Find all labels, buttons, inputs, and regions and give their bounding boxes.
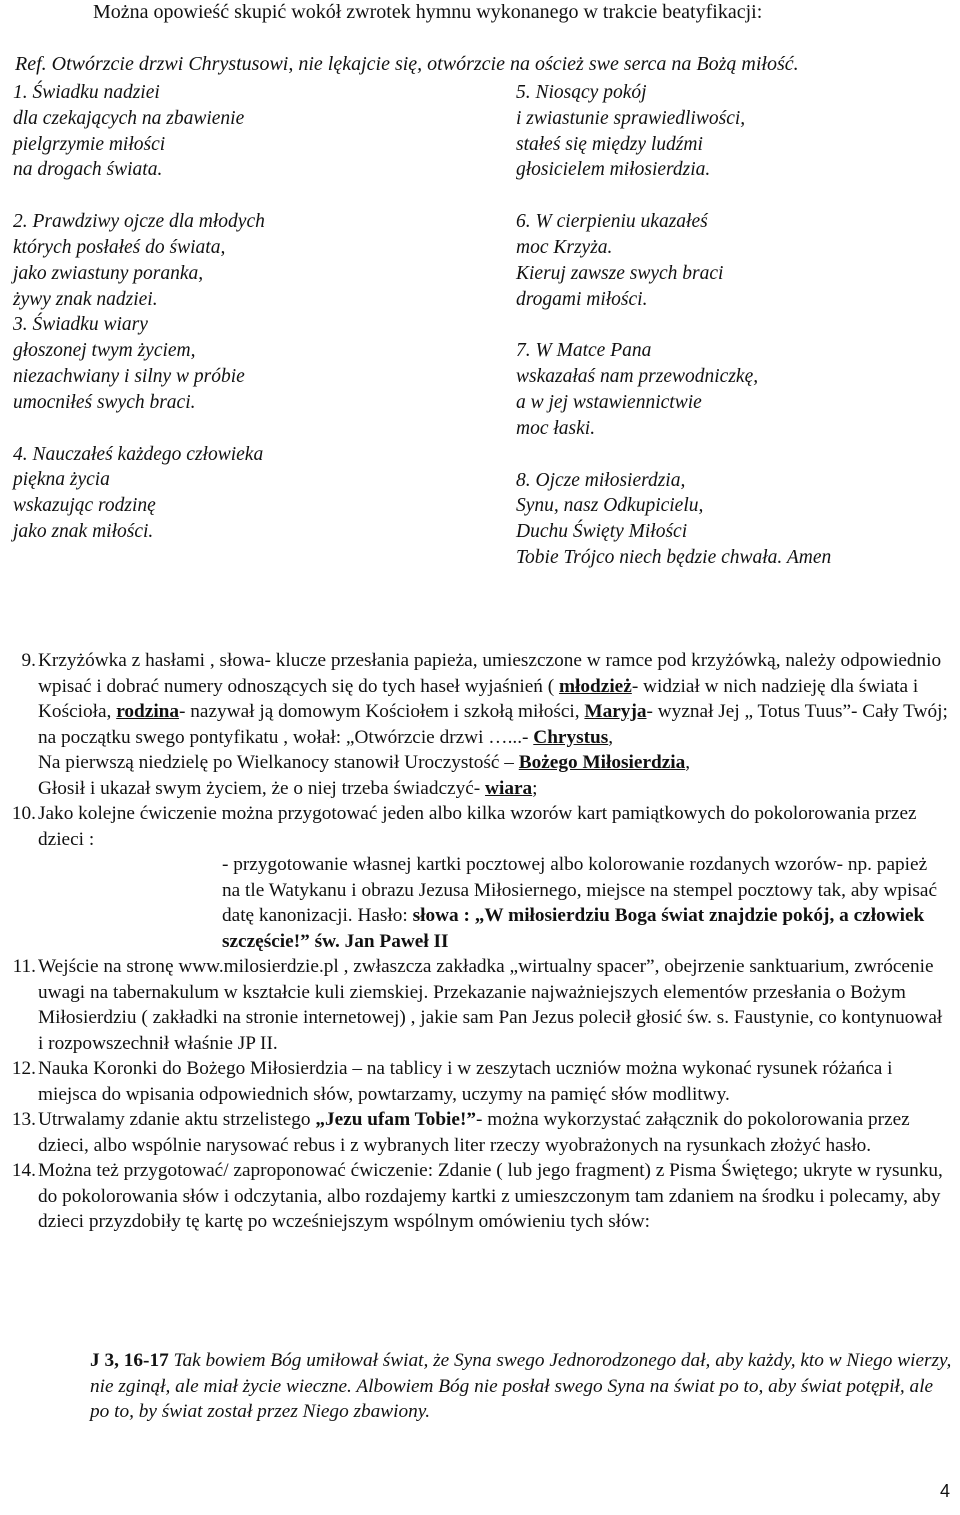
numbered-list	[11, 648, 948, 1235]
item-number: 9.	[21, 650, 36, 671]
hymn-stanza-3	[13, 312, 453, 415]
item-subtext: - przygotowanie własnej kartki pocztowej albo kolorowanie rozdanych wzorów- np. papież na tle Watykanu i obrazu Jezusa Miłosiernego, miejsce na stempel pocztowy tak, aby wpisać datę kanonizacji. Hasło: słowa : „W miłosierdziu Boga świat znajdzie pokój, a człowiek szczęście!” św. Jan Paweł II	[222, 854, 938, 952]
hymn-stanza-1	[13, 80, 453, 183]
stanza-line: których posłałeś do świata,	[13, 236, 226, 258]
list-item-12	[11, 1056, 948, 1107]
list-item-11	[14, 954, 948, 1056]
hymn-stanza-6	[516, 209, 946, 312]
stanza-line: 2. Prawdziwy ojcze dla młodych	[13, 211, 265, 233]
stanza-line: jako znak miłości.	[13, 520, 154, 542]
hymn-column-right	[516, 80, 946, 571]
keyword-mlodziez: młodzież	[558, 675, 632, 697]
page-number: 4	[940, 1481, 951, 1501]
hymn-stanza-8	[516, 468, 946, 571]
stanza-line: piękna życia	[13, 469, 110, 491]
keyword-maryja: Maryja	[584, 701, 647, 722]
stanza-line: 7. W Matce Pana	[516, 340, 652, 362]
keyword-chrystus: Chrystus	[533, 726, 609, 748]
scripture-text: Tak bowiem Bóg umiłował świat, że Syna swego Jednorodzonego dał, aby każdy, kto w Niego wierzy, nie zginął, ale miał życie wieczne. Albowiem Bóg nie posłał swego Syna na świat po to, aby świat potępił, ale po to, by świat został przez Niego zbawiony.	[90, 1350, 952, 1422]
stanza-line: głoszonej twym życiem,	[13, 340, 196, 362]
item-number: 10.	[11, 803, 36, 824]
scripture-quote	[90, 1348, 956, 1425]
stanza-line: dla czekających na zbawienie	[13, 107, 245, 129]
list-item-13	[11, 1107, 948, 1158]
stanza-line: 8. Ojcze miłosierdzia,	[516, 469, 686, 491]
scripture-reference: J 3, 16-17	[90, 1350, 169, 1371]
hymn-stanza-7	[516, 338, 946, 441]
stanza-line: na drogach świata.	[13, 159, 163, 181]
intro-text: Można opowieść skupić wokół zwrotek hymnu wykonanego w trakcie beatyfikacji:	[93, 1, 763, 23]
stanza-line: i zwiastunie sprawiedliwości,	[516, 107, 746, 129]
stanza-line: żywy znak nadziei.	[13, 288, 158, 310]
stanza-line: stałeś się między ludźmi	[516, 133, 703, 155]
keyword-milosierdzie: Bożego Miłosierdzia	[518, 752, 686, 773]
item-number: 14.	[11, 1160, 36, 1181]
stanza-line: Kieruj zawsze swych braci	[516, 262, 724, 284]
stanza-line: umocniłeś swych braci.	[13, 391, 196, 413]
hymn-column-left	[13, 80, 453, 545]
item-number: 11.	[12, 956, 36, 977]
list-item-10	[11, 801, 948, 954]
prayer-text: „Jezu ufam Tobie!”	[315, 1109, 477, 1130]
stanza-line: 4. Nauczałeś każdego człowieka	[13, 443, 264, 465]
keyword-wiara: wiara	[485, 777, 533, 799]
stanza-line: Synu, nasz Odkupicielu,	[516, 495, 704, 517]
item-text: Jako kolejne ćwiczenie można przygotować jeden albo kilka wzorów kart pamiątkowych do pokolorowania przez dzieci :	[38, 803, 917, 850]
stanza-line: 6. W cierpieniu ukazałeś	[516, 211, 708, 233]
keyword-rodzina: rodzina	[116, 701, 180, 722]
stanza-line: moc łaski.	[516, 417, 596, 439]
item-text: Krzyżówka z hasłami , słowa- klucze przesłania papieża, umieszczone w ramce pod krzyżówką, należy odpowiednio wpisać i dobrać numery odnoszących się do tych haseł wyjaśnień ( młodzież- widział w nich nadzieję dla świata i Kościoła, rodzina- nazywał ją domowym Kościołem i szkołą miłości, Maryja- wyznał Jej „ Totus Tuus”- Cały Twój; na początku swego pontyfikatu , wołał: „Otwórzcie drzwi …...- Chrystus,	[38, 650, 948, 748]
hymn-stanza-4	[13, 442, 453, 545]
stanza-line: wskazałaś nam przewodniczkę,	[516, 366, 759, 388]
item-number: 12.	[11, 1058, 36, 1079]
list-item-9	[14, 648, 948, 801]
item-number: 13.	[11, 1109, 36, 1130]
stanza-line: jako zwiastuny poranka,	[13, 262, 204, 284]
stanza-line: wskazując rodzinę	[13, 495, 156, 517]
item-text: Na pierwszą niedzielę po Wielkanocy stanowił Uroczystość – Bożego Miłosierdzia,	[38, 752, 691, 773]
stanza-line: 5. Niosący pokój	[516, 82, 647, 103]
stanza-line: pielgrzymie miłości	[13, 133, 166, 155]
hymn-stanza-2	[13, 209, 453, 312]
stanza-line: niezachwiany i silny w próbie	[13, 365, 245, 387]
list-item-14	[11, 1158, 948, 1235]
stanza-line: moc Krzyża.	[516, 236, 613, 258]
item-text: Głosił i ukazał swym życiem, że o niej trzeba świadczyć- wiara;	[38, 777, 538, 799]
stanza-line: 1. Świadku nadziei	[13, 82, 160, 103]
stanza-line: Tobie Trójco niech będzie chwała. Amen	[516, 546, 832, 568]
stanza-line: 3. Świadku wiary	[13, 314, 148, 336]
item-text: Nauka Koronki do Bożego Miłosierdzia – na tablicy i w zeszytach uczniów można wykonać rysunek różańca i miejsca do wpisania odpowiednich słów, powtarzamy, uczymy na pamięć słów modlitwy.	[38, 1058, 893, 1105]
refrain-text: Ref. Otwórzcie drzwi Chrystusowi, nie lękajcie się, otwórzcie na oścież swe serca na Bożą miłość.	[15, 53, 799, 75]
item-text: Wejście na stronę www.milosierdzie.pl , zwłaszcza zakładka „wirtualny spacer”, obejrzenie sanktuarium, zwrócenie uwagi na tabernakulum w kształcie kuli ziemskiej. Przekazanie najważniejszych elementów przesłania o Bożym Miłosierdziu ( zakładki na stronie internetowej) , jakie sam Pan Jezus polecił głosić św. s. Faustynie, co kontynuował i rozpowszechnił właśnie JP II.	[38, 956, 943, 1054]
item-text: Utrwalamy zdanie aktu strzelistego „Jezu ufam Tobie!”- można wykorzystać załącznik do pokolorowania przez dzieci, albo wspólnie narysować rebus i z wybranych liter rzeczy wyobrażonych na rysunkach złożyć hasło.	[38, 1109, 910, 1156]
stanza-line: a w jej wstawiennictwie	[516, 391, 702, 413]
hymn-stanza-5	[516, 80, 946, 183]
stanza-line: Duchu Święty Miłości	[516, 521, 688, 543]
item-text: Można też przygotować/ zaproponować ćwiczenie: Zdanie ( lub jego fragment) z Pisma Świętego; ukryte w rysunku, do pokolorowania słów i odczytania, albo rozdajemy kartki z umieszczonym tam zdaniem na środku i polecamy, aby dzieci przyzdobiły tę kartę po wcześniejszym wspólnym omówieniu tych słów:	[38, 1160, 943, 1232]
stanza-line: drogami miłości.	[516, 288, 648, 310]
stanza-line: głosicielem miłosierdzia.	[516, 159, 711, 181]
motto-text: słowa : „W miłosierdziu Boga świat znajdzie pokój, a człowiek szczęście!” św. Jan Paweł II	[222, 905, 925, 952]
